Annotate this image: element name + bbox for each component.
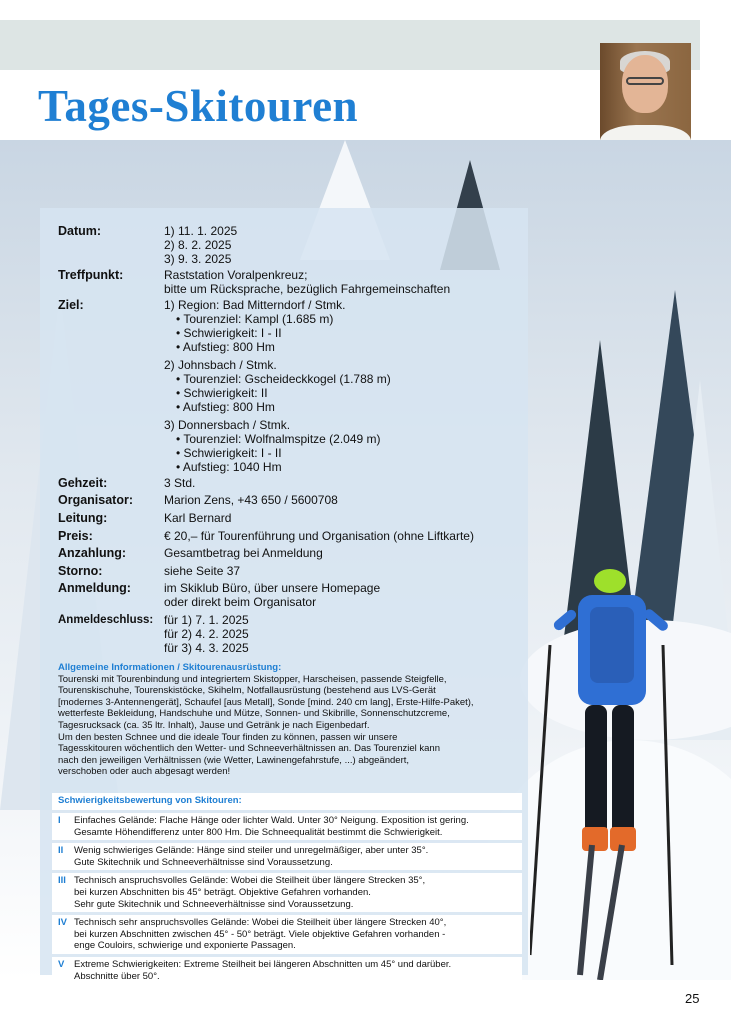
anmeldung-line: im Skiklub Büro, über unsere Homepage [164, 581, 381, 595]
ziel-item: • Tourenziel: Wolfnalmspitze (2.049 m) [176, 432, 381, 446]
difficulty-text: Gute Skitechnik und Schneeverhältnisse sind Voraussetzung. [74, 856, 333, 868]
info-line: Tourenski mit Tourenbindung und integriertem Skistopper, Harscheisen, passende Steigfelle, [58, 673, 447, 685]
difficulty-number: II [58, 845, 64, 857]
difficulty-level [52, 915, 522, 954]
header-band [0, 20, 700, 70]
difficulty-text: bei kurzen Abschnitten bis 45° beträgt. Objektive Gefahren vorhanden. [74, 886, 371, 898]
ziel-item: • Tourenziel: Gscheideckkogel (1.788 m) [176, 372, 391, 386]
anmeldung-label: Anmeldung: [58, 581, 131, 595]
difficulty-number: I [58, 815, 61, 826]
gehzeit-value: 3 Std. [164, 476, 196, 490]
ziel-item: • Schwierigkeit: I - II [176, 326, 282, 340]
difficulty-heading: Schwierigkeitsbewertung von Skitouren: [52, 793, 522, 810]
difficulty-text: enge Couloirs, schwierige und exponierte Passagen. [74, 940, 296, 952]
preis-value: € 20,– für Tourenführung und Organisation (ohne Liftkarte) [164, 529, 474, 543]
info-line: Tagesrucksack (ca. 35 ltr. Inhalt), Jause und Getränk je nach Eigenbedarf. [58, 719, 370, 731]
ziel-item: • Tourenziel: Kampl (1.685 m) [176, 312, 334, 326]
skier-illustration [530, 565, 690, 980]
difficulty-number: V [58, 958, 65, 970]
difficulty-text: Einfaches Gelände: Flache Hänge oder lichter Wald. Unter 30° Neigung. Exposition ist gering. [74, 815, 469, 826]
treffpunkt-label: Treffpunkt: [58, 268, 124, 282]
anzahlung-value: Gesamtbetrag bei Anmeldung [164, 546, 323, 560]
datum-label: Datum: [58, 224, 102, 238]
difficulty-text: Abschnitte über 50°. [74, 970, 160, 982]
difficulty-level [52, 843, 522, 870]
difficulty-text: Extreme Schwierigkeiten: Extreme Steilheit bei längeren Abschnitten um 45° und darüber. [74, 958, 452, 970]
leitung-value: Karl Bernard [164, 511, 232, 525]
info-line: Tourenskischuhe, Tourenskistöcke, Skihelm, Notfallausrüstung (bestehend aus LVS-Gerät [58, 685, 436, 697]
anmeldeschluss-line: für 1) 7. 1. 2025 [164, 613, 249, 627]
info-line: [modernes 3-Antennengerät], Schaufel [aus Metall], Sonde [mind. 240 cm lang], Erste-Hilfe-Paket), [58, 696, 474, 708]
leitung-label: Leitung: [58, 511, 108, 525]
difficulty-level [52, 873, 522, 912]
treffpunkt-line: Raststation Voralpenkreuz; [164, 268, 308, 282]
info-line: verschoben oder auch abgesagt werden! [58, 766, 231, 778]
ziel-label: Ziel: [58, 298, 84, 312]
info-heading: Allgemeine Informationen / Skitourenausrüstung: [58, 662, 282, 673]
anmeldeschluss-line: für 3) 4. 3. 2025 [164, 641, 249, 655]
ziel-item: • Schwierigkeit: II [176, 386, 268, 400]
anmeldeschluss-label: Anmeldeschluss: [58, 614, 154, 626]
anzahlung-label: Anzahlung: [58, 546, 127, 560]
storno-label: Storno: [58, 564, 103, 578]
difficulty-text: Technisch anspruchsvolles Gelände: Wobei die Steilheit über längere Strecken 35°, [74, 875, 426, 887]
difficulty-level [52, 957, 522, 984]
ziel-item: • Schwierigkeit: I - II [176, 446, 282, 460]
general-info [58, 662, 524, 778]
preis-label: Preis: [58, 529, 93, 543]
organisator-label: Organisator: [58, 493, 134, 507]
difficulty-text: bei kurzen Abschnitten zwischen 45° - 50° beträgt. Viele objektive Gefahren vorhanden - [74, 928, 446, 940]
storno-value: siehe Seite 37 [164, 564, 241, 578]
info-line: Um den besten Schnee und die ideale Tour finden zu können, passen wir unsere [58, 731, 398, 743]
treffpunkt-line: bitte um Rücksprache, bezüglich Fahrgemeinschaften [164, 282, 451, 296]
ziel-group-head: 1) Region: Bad Mitterndorf / Stmk. [164, 298, 346, 312]
difficulty-number: IV [58, 917, 67, 929]
datum-line: 2) 8. 2. 2025 [164, 238, 232, 252]
ziel-item: • Aufstieg: 1040 Hm [176, 460, 282, 474]
anmeldeschluss-line: für 2) 4. 2. 2025 [164, 627, 249, 641]
datum-line: 3) 9. 3. 2025 [164, 252, 232, 266]
anmeldung-line: oder direkt beim Organisator [164, 595, 317, 609]
difficulty-text: Sehr gute Skitechnik und Schneeverhältnisse sind Voraussetzung. [74, 898, 354, 910]
info-line: wetterfeste Bekleidung, Handschuhe und Mütze, Sonnen- und Skibrille, Sonnenschutzcreme, [58, 708, 450, 720]
difficulty-ratings [52, 793, 522, 984]
ziel-item: • Aufstieg: 800 Hm [176, 340, 275, 354]
info-line: nach den jeweiligen Verhältnissen (wie Wetter, Lawinengefahrstufe, ...) abgeändert, [58, 754, 410, 766]
ziel-group-head: 3) Donnersbach / Stmk. [164, 418, 291, 432]
difficulty-number: III [58, 875, 66, 887]
difficulty-text: Wenig schwieriges Gelände: Hänge sind steiler und unregelmäßiger, aber unter 35°. [74, 845, 429, 857]
page-title: Tages-Skitouren [38, 81, 359, 131]
difficulty-level [52, 813, 522, 840]
ziel-item: • Aufstieg: 800 Hm [176, 400, 275, 414]
gehzeit-label: Gehzeit: [58, 476, 108, 490]
difficulty-text: Gesamte Höhendifferenz unter 800 Hm. Die Schneequalität bestimmt die Schwierigkeit. [74, 826, 443, 838]
page-number: 25 [685, 991, 700, 1006]
ziel-group-head: 2) Johnsbach / Stmk. [164, 358, 277, 372]
organisator-value: Marion Zens, +43 650 / 5600708 [164, 493, 338, 507]
datum-line: 1) 11. 1. 2025 [164, 224, 238, 238]
info-line: Tagesskitouren wöchentlich den Wetter- und Schneeverhältnissen an. Das Tourenziel kann [58, 743, 440, 755]
difficulty-text: Technisch sehr anspruchsvolles Gelände: Wobei die Steilheit über längere Strecken 40°, [74, 917, 447, 929]
